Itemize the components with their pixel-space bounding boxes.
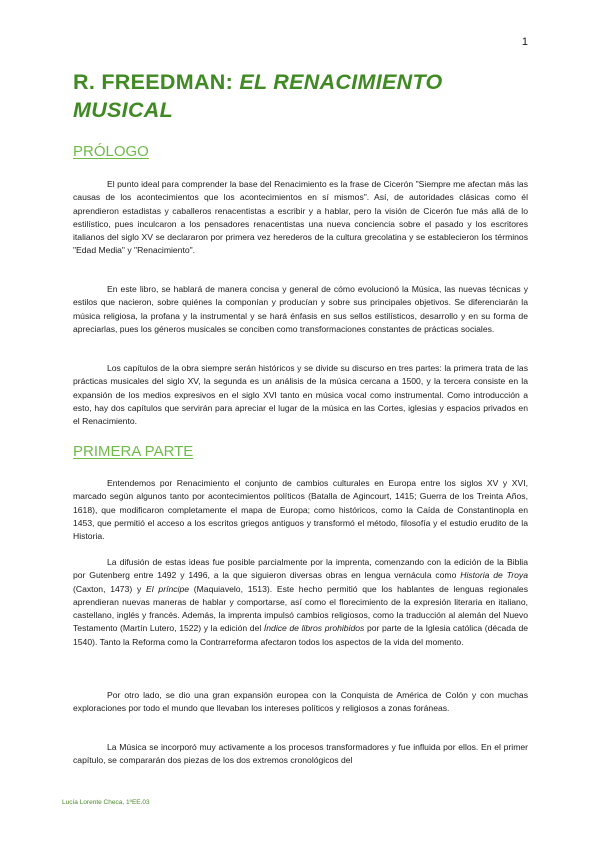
title-author: R. FREEDMAN: <box>73 70 240 94</box>
title-el-principe: El príncipe <box>146 583 190 594</box>
title-indice-libros-prohibidos: Índice de libros prohibidos <box>263 623 365 634</box>
paragraph-prologo-2: En este libro, se hablará de manera concisa y general de cómo evolucionó la Música, las nuevas técnicas y estilos que nacieron, sobre quiénes la componían y producían y sobre sus principales objetivos. Se diferenciarán la música religiosa, la profana y la instrumental y se hará énfasis en sus sellos estilísticos, desarrollo y en su forma de apreciarlas, pues los géneros musicales se conciben como transformaciones constantes de prácticas sociales. <box>73 284 528 334</box>
section-heading-prologo: PRÓLOGO <box>73 143 149 160</box>
page-title <box>73 68 533 124</box>
footer-author: Lucía Lorente Checa, 1ºEE.03 <box>62 799 150 806</box>
section-heading-primera-parte: PRIMERA PARTE <box>73 443 194 460</box>
page-number: 1 <box>521 36 528 48</box>
paragraph-primera-4: La Música se incorporó muy activamente a los procesos transformadores y fue influida por ellos. En el primer capítulo, se compararán dos piezas de los dos extremos cronológicos del <box>73 742 528 766</box>
paragraph-primera-3: Por otro lado, se dio una gran expansión europea con la Conquista de América de Colón y con muchas exploraciones por todo el mundo que llevaban los intereses políticos y religiosos a zonas foráneas. <box>73 690 528 714</box>
paragraph-prologo-1: El punto ideal para comprender la base del Renacimiento es la frase de Cicerón "Siempre me afectan más las causas de los acontecimientos que los acontecimientos en sí mismos". Así, de autoridades clásicas como él aprendieron estadistas y caballeros renacentistas a escribir y a hablar, pero la visión de Cicerón fue más allá de lo estilístico, pues inculcaron a los pensadores renacentistas una nueva conciencia sobre el pasado y los escritores italianos del siglo XV se declararon por primera vez herederos de la cultura grecolatina y se establecieron los términos "Edad Media" y "Renacimiento". <box>73 179 528 256</box>
title-book: EL RENACIMIENTO MUSICAL <box>73 70 443 122</box>
paragraph-prologo-3: Los capítulos de la obra siempre serán históricos y se divide su discurso en tres partes: la primera trata de las prácticas musicales del siglo XV, la segunda es un análisis de la música cercana a 1500, y la tercera consiste en la expansión de los medios expresivos en el siglo XVI tanto en música vocal como instrumental. Como introducción a esto, hay dos capítulos que servirán para apreciar el lugar de la música en las Cortes, iglesias y espacios privados en el Renacimiento. <box>73 363 528 427</box>
title-historia-de-troya: Historia de Troya <box>460 570 529 581</box>
paragraph-primera-1: Entendemos por Renacimiento el conjunto de cambios culturales en Europa entre los siglos XV y XVI, marcado según algunos tanto por acontecimientos políticos (Batalla de Agincourt, 1415; Guerra de los Treinta Años, 1618), que modificaron completamente el mapa de Europa; como históricos, como la Caída de Constantinopla en 1453, que permitió el acceso a los escritos griegos antiguos y transformó el método, filosofía y el estudio erudito de la Historia. <box>73 478 528 542</box>
paragraph-primera-2: La difusión de estas ideas fue posible parcialmente por la imprenta, comenzando con la edición de la Biblia por Gutenberg entre 1492 y 1496, a la que siguieron diversas obras en lengua vernácula como Historia de Troya (Caxton, 1473) y El príncipe (Maquiavelo, 1513). Este hecho permitió que los hablantes de lenguas regionales aprendieran nuevas maneras de hablar y comportarse, así como el florecimiento de la expresión literaria en italiano, castellano, inglés y francés. Además, la imprenta impulsó cambios religiosos, como la traducción al alemán del Nuevo Testamento (Martín Lutero, 1522) y la edición del Índice de libros prohibidos por parte de la Iglesia católica (década de 1540). Tanto la Reforma como la Contrarreforma afectaron todos los aspectos de la vida del momento. <box>73 557 529 647</box>
